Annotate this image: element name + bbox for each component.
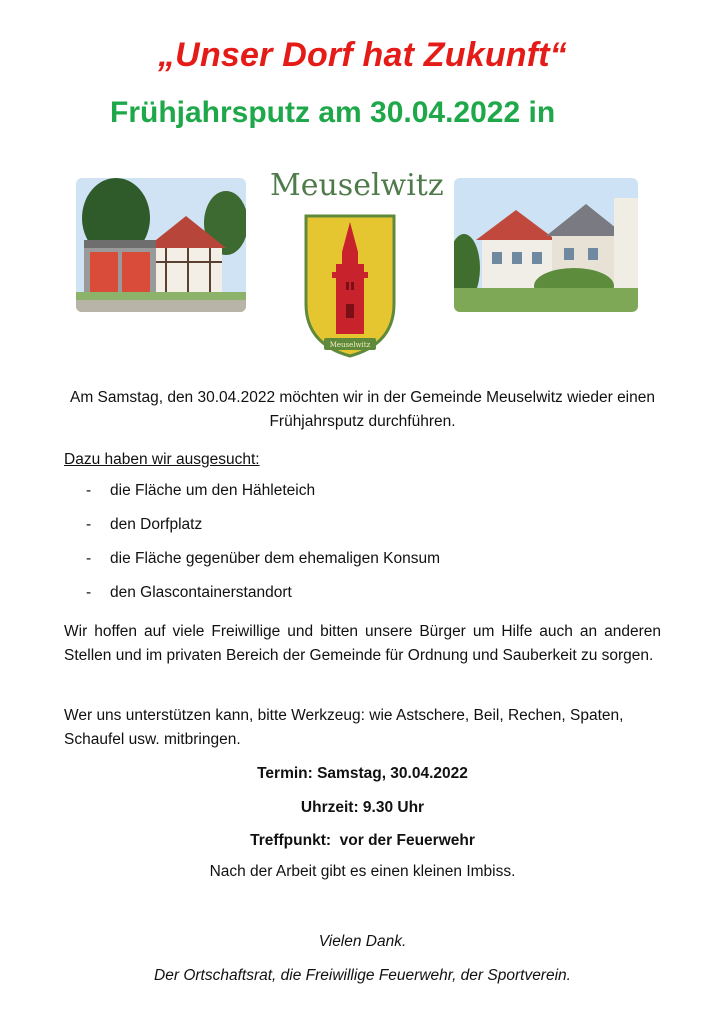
fire-station-photo [76, 178, 246, 312]
list-item: - die Fläche gegenüber dem ehemaligen Konsum [86, 550, 441, 567]
crest-label: Meuselwitz [329, 341, 371, 349]
meuselwitz-crest-icon [302, 212, 398, 360]
treffpunkt-line: Treffpunkt: vor der Feuerwehr [250, 832, 475, 849]
uhrzeit-line: Uhrzeit: 9.30 Uhr [300, 799, 425, 816]
signature-line: Der Ortschaftsrat, die Freiwillige Feuerwehr, der Sportverein. [154, 967, 571, 984]
volunteer-paragraph: Wir hoffen auf viele Freiwillige und bitten unsere Bürger um Hilfe auch an anderen Stellen und im privaten Bereich der Gemeinde für Ordnung und Sauberkeit zu sorgen. [64, 623, 661, 664]
termin-line: Termin: Samstag, 30.04.2022 [257, 765, 468, 782]
town-name: Meuselwitz [270, 168, 444, 203]
headline: Frühjahrsputz am 30.04.2022 in [110, 96, 556, 129]
intro-text: Am Samstag, den 30.04.2022 möchten wir in der Gemeinde Meuselwitz wieder einen Frühjahrsputz durchführen. [69, 389, 655, 430]
list-item: - die Fläche um den Hähleteich [86, 482, 316, 499]
village-houses-photo [454, 178, 638, 312]
list-item: - den Dorfplatz [86, 516, 203, 533]
list-item: - den Glascontainerstandort [86, 584, 292, 601]
thanks-line: Vielen Dank. [318, 933, 407, 950]
imbiss-line: Nach der Arbeit gibt es einen kleinen Imbiss. [209, 863, 516, 880]
tools-paragraph: Wer uns unterstützen kann, bitte Werkzeug: wie Astschere, Beil, Rechen, Spaten, Schaufel usw. mitbringen. [64, 707, 624, 748]
banner [62, 150, 662, 365]
list-heading: Dazu haben wir ausgesucht: [64, 451, 260, 468]
slogan: „Unser Dorf hat Zukunft“ [157, 36, 567, 74]
